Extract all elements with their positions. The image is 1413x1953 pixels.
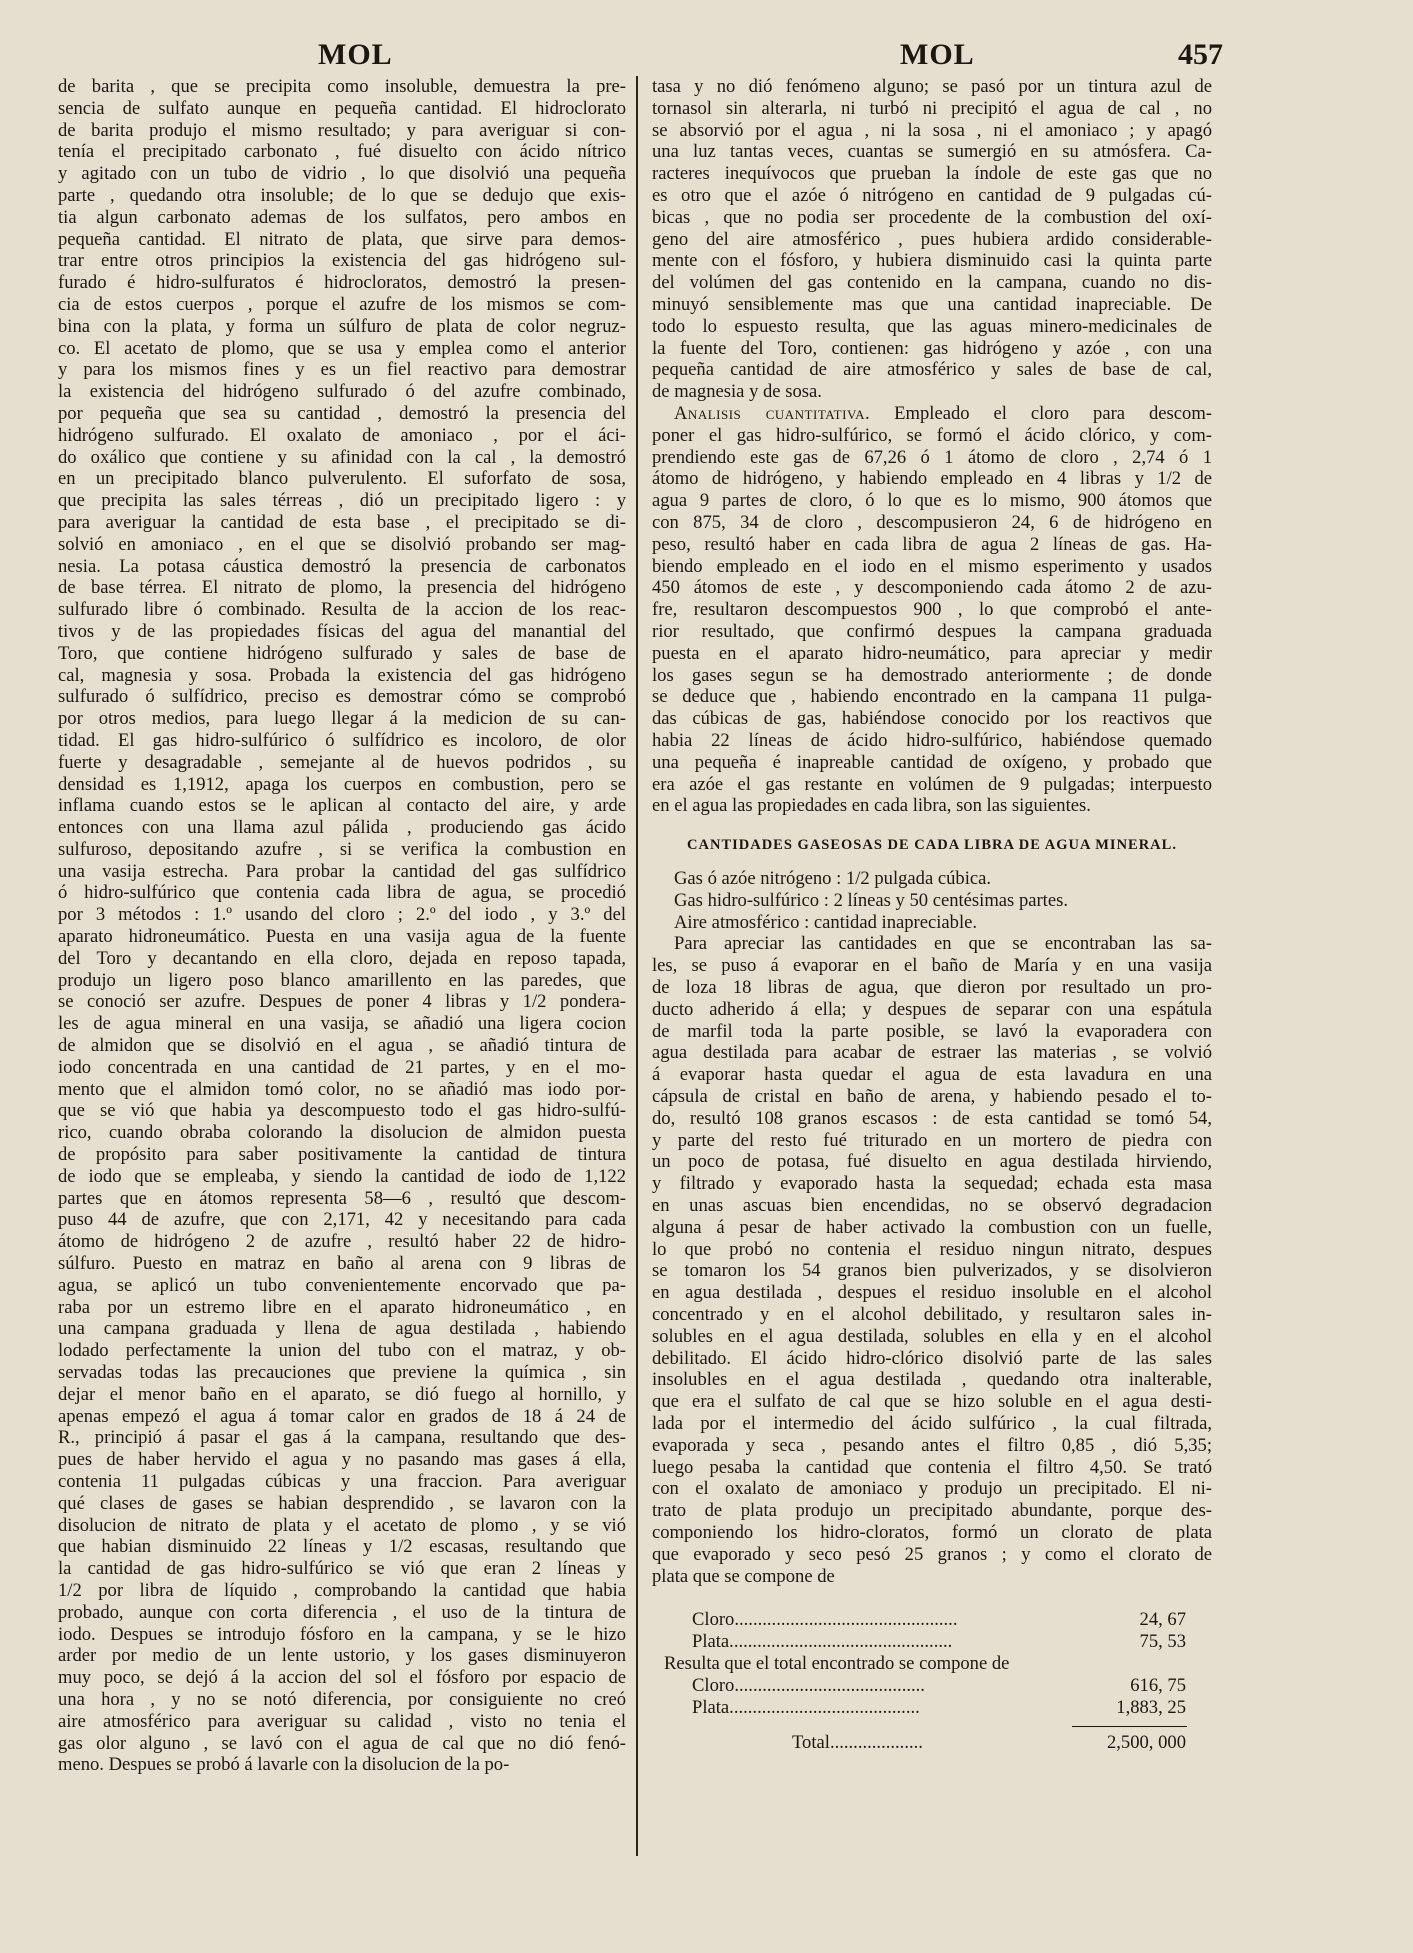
text-line: habia 22 líneas de ácido hidro-sulfúrico, habiéndose quemado — [652, 729, 1212, 751]
text-line: contenia 11 pulgadas cúbicas y una fraccion. Para averiguar — [58, 1471, 626, 1492]
text-line: una vasija estrecha. Para probar la cantidad del gas sulfídrico — [58, 860, 626, 882]
composition-total-row — [652, 1732, 1212, 1754]
text-line: minuyó sensiblemente mas que una cantidad inapreciable. De — [652, 293, 1212, 315]
text-line: la cantidad de gas hidro-sulfúrico se vió que eran 2 líneas y — [58, 1558, 626, 1580]
salts-paragraph — [652, 933, 1212, 1587]
right-column — [652, 76, 1212, 1754]
text-line: cápsula de cristal en baño de arena, y habiendo pesado el to- — [652, 1086, 1212, 1108]
text-line: biendo empleado en el iodo en el mismo esperimento y usados — [652, 555, 1212, 577]
section-heading: CANTIDADES GASEOSAS DE CADA LIBRA DE AGUA MINERAL. — [687, 837, 1177, 854]
text-line: co. El acetato de plomo, que se usa y emplea como el anterior — [58, 337, 626, 359]
text-line: tia algun carbonato ademas de los sulfatos, pero ambos en — [58, 206, 626, 228]
text-line: que era el sulfato de cal que se hizo soluble en el agua desti- — [652, 1391, 1212, 1413]
text-line: iodo concentrada en una cantidad de 21 partes, y en el mo- — [58, 1056, 626, 1078]
text-line: se conoció ser azufre. Despues de poner 4 libras y 1/2 pondera- — [58, 991, 626, 1013]
text-line: á evaporar hasta quedar el agua de esta lavadura en una — [652, 1064, 1212, 1086]
text-line: un poco de potasa, fué disuelto en agua destilada hirviendo, — [652, 1151, 1212, 1173]
text-line: de barita produjo el mismo resultado; y para averiguar si con- — [58, 119, 626, 141]
text-line: una pequeña é inapreable cantidad de oxígeno, y probado que — [652, 751, 1212, 773]
text-line: Para apreciar las cantidades en que se encontraban las sa- — [674, 933, 1212, 955]
text-line: entonces con una llama azul pálida , produciendo gas ácido — [58, 817, 626, 839]
text-line: por pequeña que sea su cantidad , demostró la presencia del — [58, 402, 626, 424]
text-line: apenas empezó el agua á tomar calor en grados de 18 á 24 de — [58, 1405, 626, 1427]
text-line: lo que probó no contenia el residuo ningun nitrato, despues — [652, 1238, 1212, 1260]
text-line: una campana graduada y llena de agua destilada , habiendo — [58, 1318, 626, 1340]
text-line: agua 9 partes de cloro, ó lo que es lo mismo, 900 átomos que — [652, 490, 1212, 512]
analysis-label: Analisis cuantitativa. — [674, 402, 871, 424]
text-line: y agitado con un tubo de vidrio , lo que disolvió una pequeña — [58, 163, 626, 185]
text-line: agua, se aplicó un tubo convenientemente encorvado que pa- — [58, 1274, 626, 1296]
text-line: en el agua las propiedades en cada libra, son las siguientes. — [652, 795, 1091, 817]
text-line: una luz tantas veces, cuantas se sumergió en su atmósfera. Ca- — [652, 141, 1212, 163]
text-line: prendiendo este gas de 67,26 ó 1 átomo de cloro , 2,74 ó 1 — [652, 446, 1212, 468]
text-line: de propósito para saber positivamente la cantidad de tintura — [58, 1144, 626, 1166]
text-line: de barita , que se precipita como insoluble, demuestra la pre- — [58, 76, 626, 97]
text-line: la existencia del hidrógeno sulfurado ó del azufre combinado, — [58, 381, 626, 403]
text-line: con 875, 34 de cloro , descompusieron 24, 6 de hidrógeno en — [652, 511, 1212, 533]
gas-list-item: Gas hidro-sulfúrico : 2 líneas y 50 centésimas partes. — [674, 889, 1068, 911]
text-line: por 3 métodos : 1.º usando del cloro ; 2.º del iodo , y 3.º del — [58, 904, 626, 926]
text-line: inflama cuando estos se le aplican al contacto del aire, y arde — [58, 795, 626, 817]
text-line: geno del aire atmosférico , pues hubiera ardido considerable- — [652, 228, 1212, 250]
text-line: concentrado y en el alcohol debilitado, y resultaron sales in- — [652, 1304, 1212, 1326]
text-line: gas olor alguno , se lavó con el agua de cal que no dió fenó- — [58, 1732, 626, 1754]
text-line: plata que se compone de — [652, 1565, 835, 1587]
total-value: 2,500, 000 — [1106, 1732, 1186, 1754]
text-line: arder por medio de un lente ustorio, y los gases disminuyeron — [58, 1645, 626, 1667]
text-line: fre, resultaron descompuestos 900 , lo que comprobó el ante- — [652, 599, 1212, 621]
composition-row — [652, 1631, 1212, 1653]
text-line: tornasol sin alterarla, ni turbó ni precipitó el agua de cal , no — [652, 97, 1212, 119]
composition-table — [652, 1609, 1212, 1754]
text-line: se absorvió por el agua , ni la sosa , ni el amoniaco ; y apagó — [652, 119, 1212, 141]
text-line: evaporada y seca , pesando antes el filtro 0,85 , dió 5,35; — [652, 1434, 1212, 1456]
text-line: en un precipitado blanco pulverulento. El suforfato de sosa, — [58, 468, 626, 490]
text-line: sencia de sulfato aunque en pequeña cantidad. El hidroclorato — [58, 97, 626, 119]
text-line: con el oxalato de amoniaco y produjo un precipitado. El ni- — [652, 1478, 1212, 1500]
text-line: luego pesaba la cantidad que contenia el filtro 4,50. Se trató — [652, 1456, 1212, 1478]
text-line: era azóe el gas restante en volúmen de 9 pulgadas; interpuesto — [652, 773, 1212, 795]
composition-value: 1,883, 25 — [1116, 1696, 1186, 1718]
text-line: R., principió á pasar el gas á la campana, resultando que des- — [58, 1427, 626, 1449]
text-line: trato de plata produjo un precipitado abundante, porque des- — [652, 1500, 1212, 1522]
text-line: ó hidro-sulfúrico que contenia cada libra de agua, se procedió — [58, 882, 626, 904]
gas-list-item: Aire atmosférico : cantidad inapreciable. — [674, 911, 978, 933]
composition-value: 616, 75 — [1130, 1674, 1186, 1696]
text-line: de almidon que se disolvió en el agua , se añadió tintura de — [58, 1035, 626, 1057]
text-line: partes que en átomos representa 58—6 , resultó que descom- — [58, 1187, 626, 1209]
text-line: agua destilada para acabar de estraer las materias , se volvió — [652, 1042, 1212, 1064]
text-line: das cúbicas de gas, habiéndose conocido por los reactivos que — [652, 708, 1212, 730]
right-column-opening-text — [652, 76, 1212, 403]
text-line: raba por un estremo libre en el aparato hidroneumático , en — [58, 1296, 626, 1318]
text-line: puso 44 de azufre, que con 2,171, 42 y necesitando para cada — [58, 1209, 626, 1231]
text-line: 1/2 por libra de líquido , comprobando la cantidad que habia — [58, 1579, 626, 1601]
text-line: sulfurado ó sulfídrico, preciso es demostrar cómo se comprobó — [58, 686, 626, 708]
text-line: servadas todas las precauciones que previene la química , sin — [58, 1362, 626, 1384]
text-line — [652, 403, 1212, 425]
composition-row — [652, 1609, 1212, 1631]
total-rule — [1072, 1726, 1187, 1727]
text-line: los gases segun se ha demostrado anteriormente ; de donde — [652, 664, 1212, 686]
text-line: mento que el almidon tomó color, no se añadió mas iodo por- — [58, 1078, 626, 1100]
text-line: Toro, que contiene hidrógeno sulfurado y sales de base de — [58, 642, 626, 664]
text-line: es otro que el azóe ó nitrógeno en cantidad de 9 pulgadas cú- — [652, 184, 1212, 206]
text-line: para averiguar la cantidad de esta base , el precipitado se di- — [58, 511, 626, 533]
text-line: do, resultó 108 granos escasos : de esta cantidad se tomó 54, — [652, 1107, 1212, 1129]
text-line: peso, resultó haber en cada libra de agua 2 líneas de gas. Ha- — [652, 533, 1212, 555]
text-line: pequeña cantidad. El nitrato de plata, que sirve para demos- — [58, 228, 626, 250]
text-line: tivos y de las propiedades físicas del agua del manantial del — [58, 620, 626, 642]
text-line: do oxálico que contiene y su afinidad con la cal , la demostró — [58, 446, 626, 468]
text-line: sulfuroso, depositando azufre , si se verifica la combustion en — [58, 838, 626, 860]
left-column — [58, 76, 626, 1776]
text-line: tidad. El gas hidro-sulfúrico ó sulfídrico es incoloro, de olor — [58, 729, 626, 751]
text-line: insolubles en el agua destilada , quedando otra inalterable, — [652, 1369, 1212, 1391]
composition-value: 75, 53 — [1139, 1631, 1186, 1653]
text-line: pequeña cantidad de aire atmosférico y sales de base de cal, — [652, 359, 1212, 381]
text-line: debilitado. El ácido hidro-clórico disolvió parte de las sales — [652, 1347, 1212, 1369]
text-line: fuerte y desagradable , semejante al de huevos podridos , su — [58, 751, 626, 773]
text-line: de magnesia y de sosa. — [652, 381, 822, 403]
text-line: puesta en el aparato hidro-neumático, para apreciar y medir — [652, 642, 1212, 664]
text-line: bina con la plata, y forma un súlfuro de plata de color negruz- — [58, 315, 626, 337]
text-line: aparato hidroneumático. Puesta en una vasija agua de la fuente — [58, 926, 626, 948]
text-line: y parte del resto fué triturado en un mortero de piedra con — [652, 1129, 1212, 1151]
text-line: de loza 18 libras de agua, que dieron por resultado un pro- — [652, 977, 1212, 999]
text-line: súlfuro. Puesto en matraz en baño al arena con 9 libras de — [58, 1253, 626, 1275]
composition-intro: Resulta que el total encontrado se compone de — [664, 1652, 1010, 1674]
text-line: densidad es 1,1912, apaga los cuerpos en combustion, pero se — [58, 773, 626, 795]
text-line: de base térrea. El nitrato de plomo, la presencia del hidrógeno — [58, 577, 626, 599]
text-line: cal, magnesia y sosa. Probada la existencia del gas hidrógeno — [58, 664, 626, 686]
text-line: átomo de hidrógeno 2 de azufre , resultó haber 22 de hidro- — [58, 1231, 626, 1253]
text-line: que precipita las sales térreas , dió un precipitado ligero : y — [58, 490, 626, 512]
text-line: hidrógeno sulfurado. El oxalato de amoniaco , por el áci- — [58, 424, 626, 446]
text-line: se deduce que , habiendo encontrado en la campana 11 pulga- — [652, 686, 1212, 708]
text-line: les de agua mineral en una vasija, se añadió una ligera cocion — [58, 1013, 626, 1035]
text-line: muy poco, se dejó á la accion del sol el fósforo por espacio de — [58, 1667, 626, 1689]
text-line: rico, cuando obraba colorando la disolucion de almidon puesta — [58, 1122, 626, 1144]
text-line: del Toro y decantando en ella cloro, dejada en reposo tapada, — [58, 947, 626, 969]
text-line: por otros medios, para luego llegar á la medicion de su can- — [58, 708, 626, 730]
text-line: probado, aunque con corta diferencia , el uso de la tintura de — [58, 1601, 626, 1623]
text-line: que habian disminuido 22 líneas y 1/2 escasas, resultando que — [58, 1536, 626, 1558]
text-line: del volúmen del gas contenido en la campana, cuando no dis- — [652, 272, 1212, 294]
text-line: disolucion de nitrato de plata y el acetato de plomo , y se vió — [58, 1514, 626, 1536]
text-line: de iodo que se empleaba, y siendo la cantidad de iodo de 1,122 — [58, 1165, 626, 1187]
text-line: se tomaron los 54 granos bien pulverizados, y se disolvieron — [652, 1260, 1212, 1282]
composition-label: Plata......................................... — [692, 1696, 920, 1718]
column-divider — [636, 76, 638, 1856]
text-line: parte , quedando otra insoluble; de lo que se dedujo que exis- — [58, 184, 626, 206]
text-line: átomo de hidrógeno, y habiendo empleado en 4 libras y 1/2 de — [652, 468, 1212, 490]
text-line: y filtrado y evaporado hasta la sequedad; echada esta masa — [652, 1173, 1212, 1195]
composition-row — [652, 1697, 1212, 1719]
text-line: lada por el intermedio del ácido sulfúrico , la cual filtrada, — [652, 1413, 1212, 1435]
text-line: mente con el fósforo, y hubiera disminuido casi la quinta parte — [652, 250, 1212, 272]
gas-list-item: Gas ó azóe nitrógeno : 1/2 pulgada cúbica. — [674, 868, 992, 890]
text-line: cia de estos cuerpos , porque el azufre de los mismos se com- — [58, 293, 626, 315]
text-line: que se vió que habia ya descompuesto todo el gas hidro-sulfú- — [58, 1100, 626, 1122]
analysis-text: Empleado el cloro para descom- — [894, 402, 1212, 424]
text-line: racteres inequívocos que prueban la índole de este gas que no — [652, 163, 1212, 185]
text-line: tenía el precipitado carbonato , fué disuelto con ácido nítrico — [58, 141, 626, 163]
composition-value: 24, 67 — [1139, 1609, 1186, 1631]
text-line: solubles en el agua destilada, solubles en ella y en el alcohol — [652, 1325, 1212, 1347]
text-line: que evaporado y seco pesó 25 granos ; y como el clorato de — [652, 1543, 1212, 1565]
text-line: de marfil toda la parte posible, se lavó la evaporadera con — [652, 1020, 1212, 1042]
text-line: lodado perfectamente la union del tubo con el matraz, y ob- — [58, 1340, 626, 1362]
text-line: y para los mismos fines y es un fiel reactivo para demostrar — [58, 359, 626, 381]
total-label: Total.................... — [792, 1732, 923, 1754]
composition-label: Plata................................................ — [692, 1631, 953, 1653]
text-line: tasa y no dió fenómeno alguno; se pasó por un tintura azul de — [652, 76, 1212, 97]
text-line: la fuente del Toro, contienen: gas hidrógeno y azóe , con una — [652, 337, 1212, 359]
text-line: bicas , que no podia ser procedente de la combustion del oxí- — [652, 206, 1212, 228]
text-line: componiendo los hidro-cloratos, formó un clorato de plata — [652, 1522, 1212, 1543]
analysis-paragraph — [652, 403, 1212, 817]
text-line: una hora , y no se notó diferencia, por consiguiente no creó — [58, 1688, 626, 1710]
text-line: en agua destilada , despues el residuo insoluble en el alcohol — [652, 1282, 1212, 1304]
composition-row — [652, 1675, 1212, 1697]
text-line: les, se puso á evaporar en el baño de María y en una vasija — [652, 955, 1212, 977]
composition-intro-row — [652, 1653, 1212, 1675]
text-line: iodo. Despues se introdujo fósforo en la campana, y se le hizo — [58, 1623, 626, 1645]
text-line: pues de haber hervido el agua y no pasando mas gases á ella, — [58, 1449, 626, 1471]
text-line: solvió en amoniaco , en el que se disolvió probando ser mag- — [58, 533, 626, 555]
composition-label: Cloro................................................ — [692, 1609, 958, 1631]
text-line: nesia. La potasa cáustica demostró la presencia de carbonatos — [58, 555, 626, 577]
page-number: 457 — [1178, 38, 1223, 71]
text-line: dejar el menor baño en el aparato, se dió fuego al hornillo, y — [58, 1383, 626, 1405]
text-line: todo lo espuesto resulta, que las aguas minero-medicinales de — [652, 315, 1212, 337]
text-line: qué clases de gases se habian desprendido , se lavaron con la — [58, 1492, 626, 1514]
text-line: furado é hidro-sulfuratos é hidrocloratos, demostró la presen- — [58, 272, 626, 294]
text-line: trar entre otros principios la existencia del gas hidrógeno sul- — [58, 250, 626, 272]
text-line: poner el gas hidro-sulfúrico, se formó el ácido clórico, y com- — [652, 424, 1212, 446]
text-line: aire atmosférico para averiguar su calidad , visto no tenia el — [58, 1710, 626, 1732]
running-head-right: MOL — [900, 38, 975, 71]
text-line: alguna á pesar de haber activado la combustion con un fuelle, — [652, 1216, 1212, 1238]
text-line: ducto adherido á ella; y despues de separar con una espátula — [652, 998, 1212, 1020]
text-line: produjo un ligero poso blanco amarillento en las paredes, que — [58, 969, 626, 991]
text-line: en unas ascuas bien encendidas, no se observó degradacion — [652, 1195, 1212, 1217]
text-line: meno. Despues se probó á lavarle con la disolucion de la po- — [58, 1754, 510, 1776]
gas-quantity-list — [652, 868, 1212, 933]
running-head-left: MOL — [318, 38, 393, 71]
text-line: sulfurado libre ó combinado. Resulta de la accion de los reac- — [58, 599, 626, 621]
composition-label: Cloro......................................... — [692, 1674, 925, 1696]
text-line: rior resultado, que confirmó despues la campana graduada — [652, 620, 1212, 642]
text-line: 450 átomos de este , y descomponiendo cada átomo 2 de azu- — [652, 577, 1212, 599]
